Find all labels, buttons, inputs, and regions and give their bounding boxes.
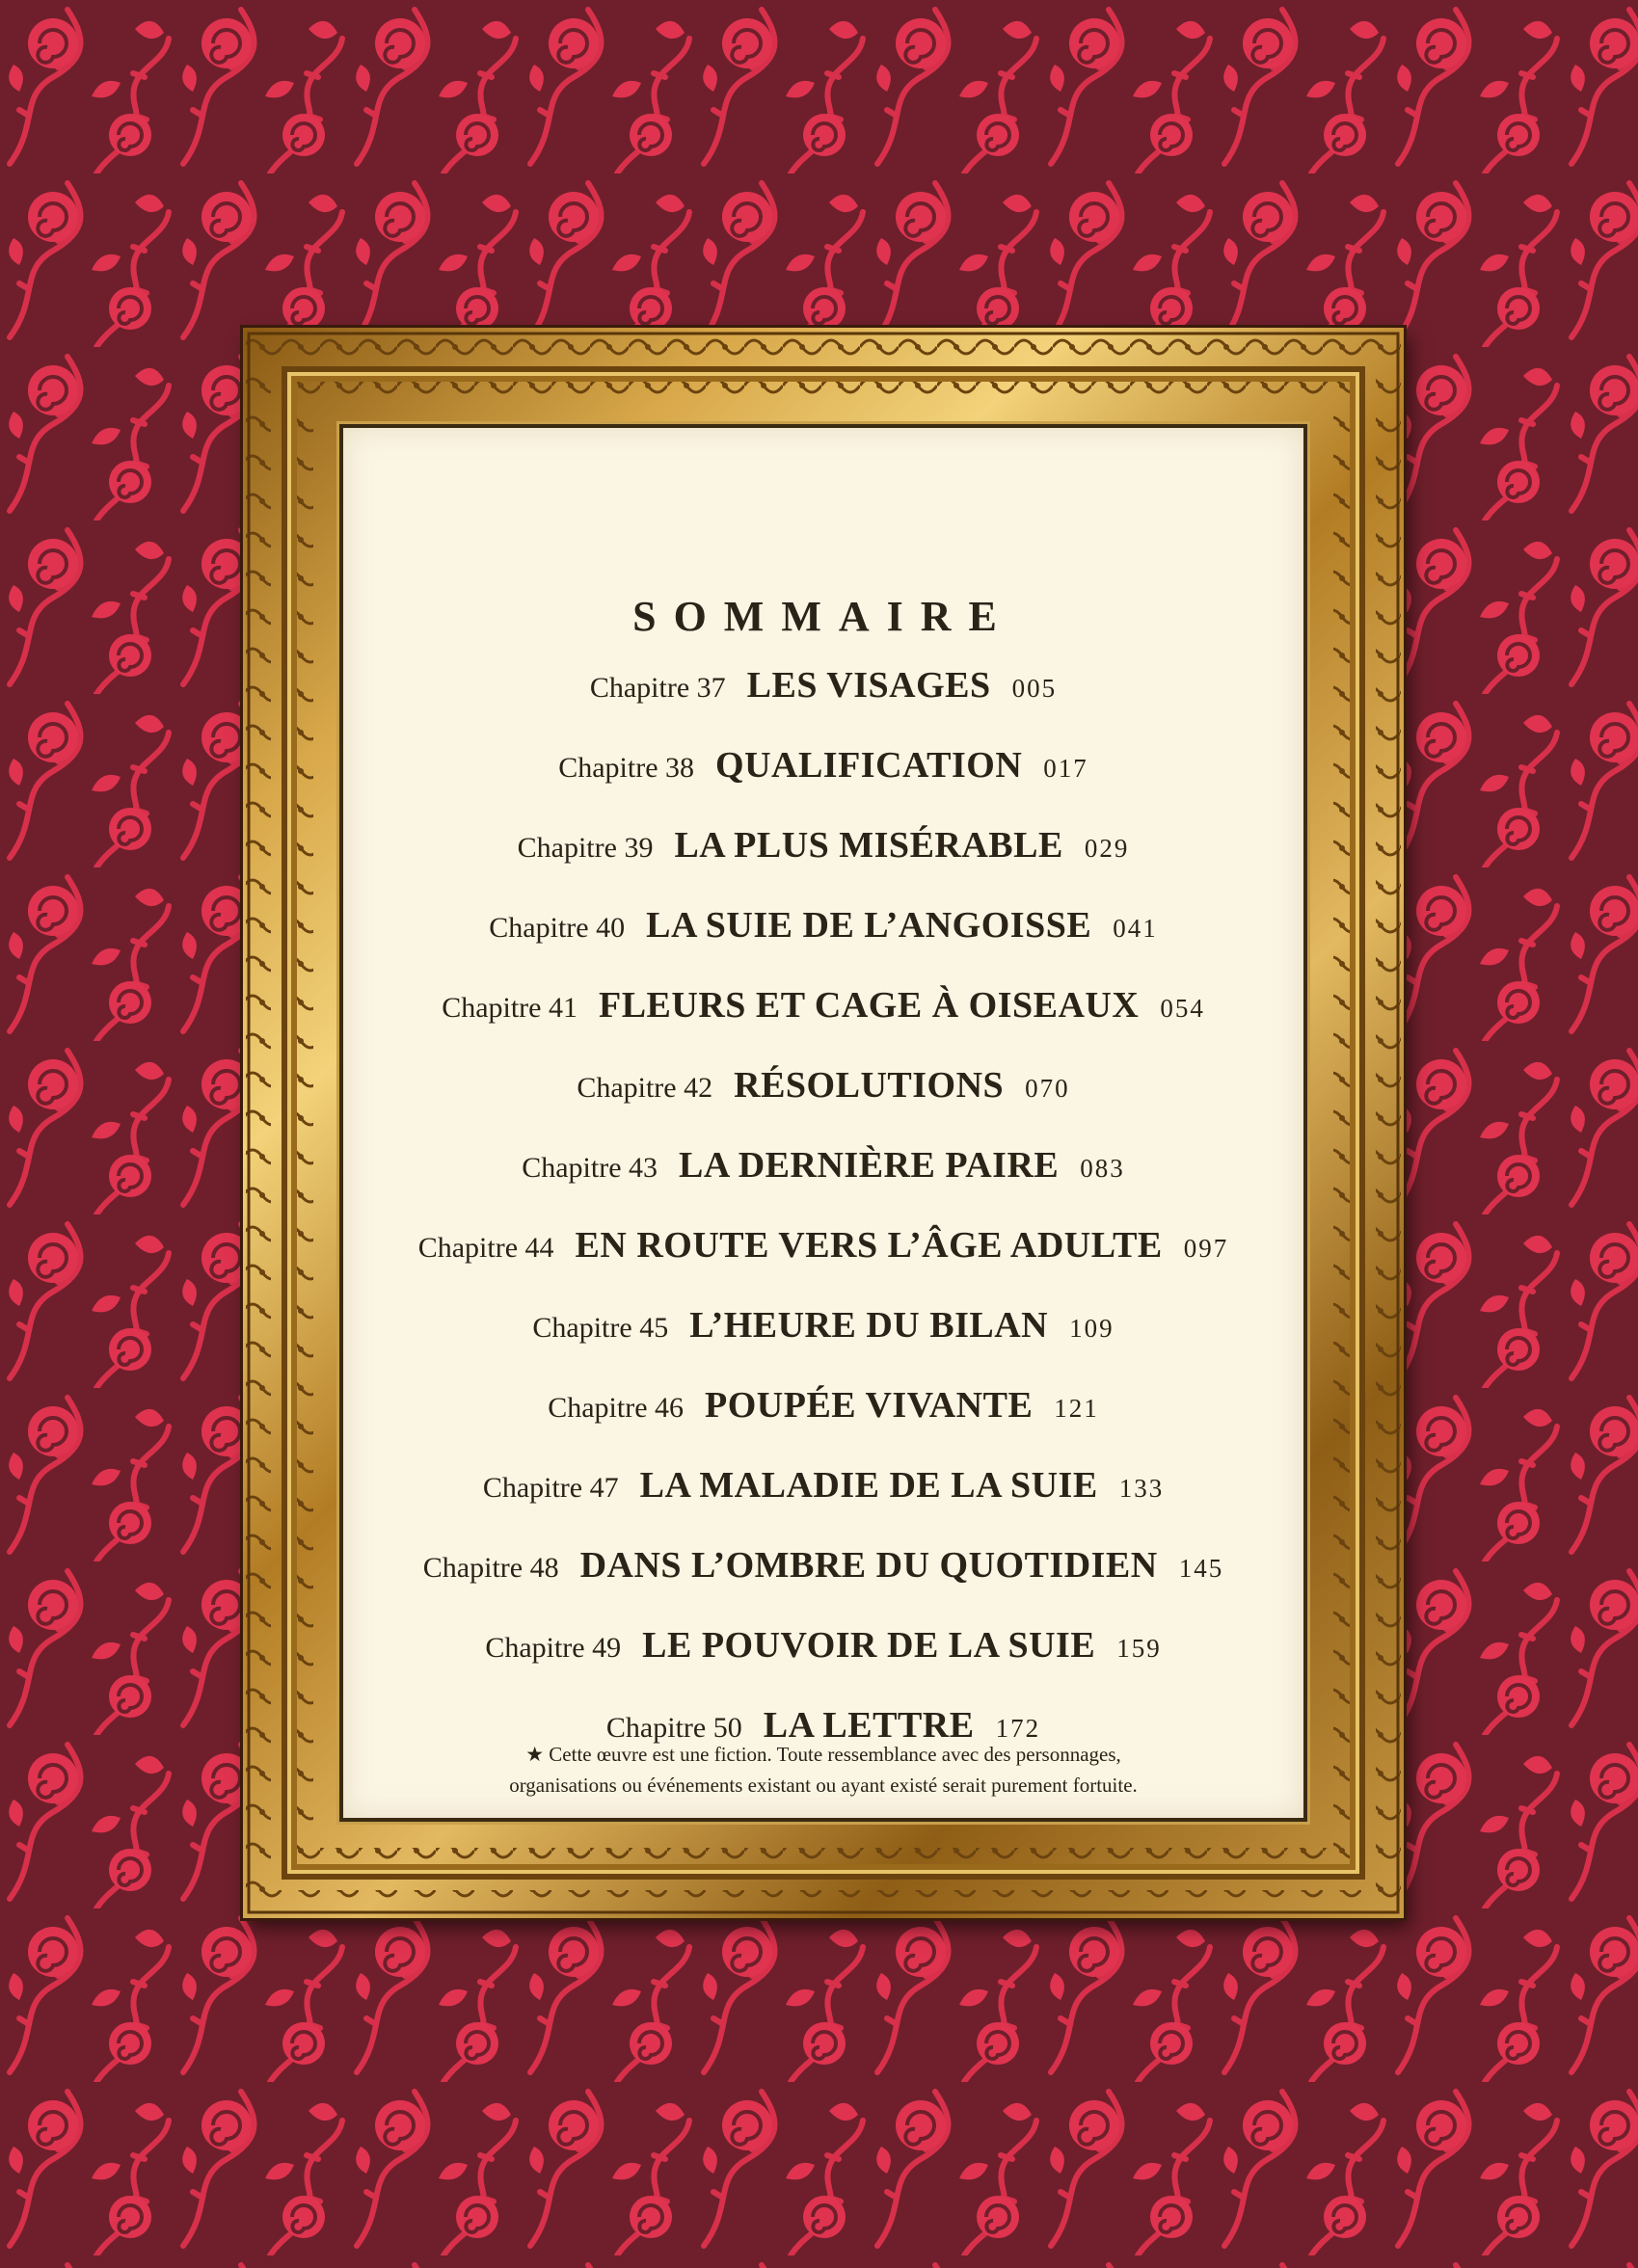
chapter-page-number: 172 bbox=[995, 1714, 1041, 1743]
toc-title: SOMMAIRE bbox=[632, 593, 1014, 640]
chapter-number: Chapitre 37 bbox=[589, 672, 726, 704]
chapter-page-number: 121 bbox=[1054, 1394, 1099, 1423]
chapter-page-number: 054 bbox=[1160, 994, 1205, 1023]
table-of-contents-panel bbox=[339, 424, 1307, 1822]
chapter-number: Chapitre 47 bbox=[482, 1472, 619, 1504]
chapter-page-number: 097 bbox=[1183, 1234, 1229, 1263]
chapter-page-number: 005 bbox=[1011, 674, 1058, 703]
chapter-title: LA LETTRE bbox=[763, 1705, 975, 1746]
chapter-number: Chapitre 50 bbox=[605, 1712, 742, 1744]
chapter-page-number: 083 bbox=[1080, 1154, 1125, 1183]
toc-entry-chapter-44 bbox=[343, 1224, 1303, 1304]
fiction-disclaimer bbox=[382, 1739, 1265, 1801]
chapter-number: Chapitre 40 bbox=[489, 912, 626, 944]
toc-entry-chapter-39 bbox=[343, 824, 1303, 904]
toc-entry-chapter-48 bbox=[343, 1544, 1303, 1624]
toc-entry-chapter-45 bbox=[343, 1304, 1303, 1384]
disclaimer-line-2: organisations ou événements existant ou ayant existé serait purement fortuite. bbox=[509, 1774, 1138, 1797]
chapter-title: LA SUIE DE L’ANGOISSE bbox=[646, 905, 1092, 946]
chapter-number: Chapitre 39 bbox=[517, 832, 654, 864]
disclaimer-line-1: ★ Cette œuvre est une fiction. Toute ressemblance avec des personnages, bbox=[525, 1743, 1121, 1766]
chapter-number: Chapitre 38 bbox=[558, 752, 695, 784]
chapter-title: LA MALADIE DE LA SUIE bbox=[639, 1465, 1098, 1506]
chapter-title: POUPÉE VIVANTE bbox=[705, 1385, 1034, 1426]
chapter-number: Chapitre 44 bbox=[417, 1232, 554, 1264]
chapter-number: Chapitre 49 bbox=[485, 1632, 622, 1664]
chapter-number: Chapitre 41 bbox=[442, 992, 577, 1024]
chapter-page-number: 109 bbox=[1069, 1314, 1114, 1343]
chapter-title: QUALIFICATION bbox=[715, 745, 1023, 786]
toc-entry-chapter-40 bbox=[343, 904, 1303, 984]
chapter-page-number: 133 bbox=[1118, 1474, 1165, 1503]
gilded-picture-frame bbox=[243, 328, 1404, 1918]
chapter-title: DANS L’OMBRE DU QUOTIDIEN bbox=[579, 1545, 1158, 1586]
chapter-number: Chapitre 46 bbox=[548, 1392, 685, 1424]
chapter-title: LA DERNIÈRE PAIRE bbox=[679, 1145, 1060, 1186]
chapter-title: L’HEURE DU BILAN bbox=[689, 1305, 1049, 1346]
chapter-number: Chapitre 48 bbox=[422, 1552, 559, 1584]
toc-entry-chapter-42 bbox=[343, 1064, 1303, 1144]
chapter-title: LES VISAGES bbox=[746, 665, 991, 706]
toc-entry-chapter-47 bbox=[343, 1464, 1303, 1544]
toc-entry-chapter-46 bbox=[343, 1384, 1303, 1464]
toc-entry-chapter-49 bbox=[343, 1624, 1303, 1704]
chapter-page-number: 029 bbox=[1084, 834, 1130, 863]
toc-entry-chapter-38 bbox=[343, 744, 1303, 824]
toc-list bbox=[343, 664, 1303, 1784]
chapter-title: LA PLUS MISÉRABLE bbox=[674, 825, 1063, 866]
toc-entry-chapter-43 bbox=[343, 1144, 1303, 1224]
chapter-page-number: 017 bbox=[1043, 754, 1088, 783]
chapter-title: FLEURS ET CAGE À OISEAUX bbox=[599, 985, 1140, 1026]
toc-entry-chapter-41 bbox=[343, 984, 1303, 1064]
chapter-title: RÉSOLUTIONS bbox=[734, 1065, 1005, 1106]
chapter-page-number: 145 bbox=[1178, 1554, 1224, 1583]
chapter-title: EN ROUTE VERS L’ÂGE ADULTE bbox=[575, 1225, 1163, 1266]
chapter-title: LE POUVOIR DE LA SUIE bbox=[642, 1625, 1096, 1666]
chapter-page-number: 159 bbox=[1116, 1634, 1162, 1663]
chapter-page-number: 070 bbox=[1025, 1074, 1070, 1103]
chapter-number: Chapitre 43 bbox=[522, 1152, 658, 1184]
toc-entry-chapter-37 bbox=[343, 664, 1303, 744]
chapter-number: Chapitre 42 bbox=[577, 1072, 713, 1104]
chapter-number: Chapitre 45 bbox=[532, 1312, 669, 1344]
chapter-page-number: 041 bbox=[1113, 914, 1158, 943]
